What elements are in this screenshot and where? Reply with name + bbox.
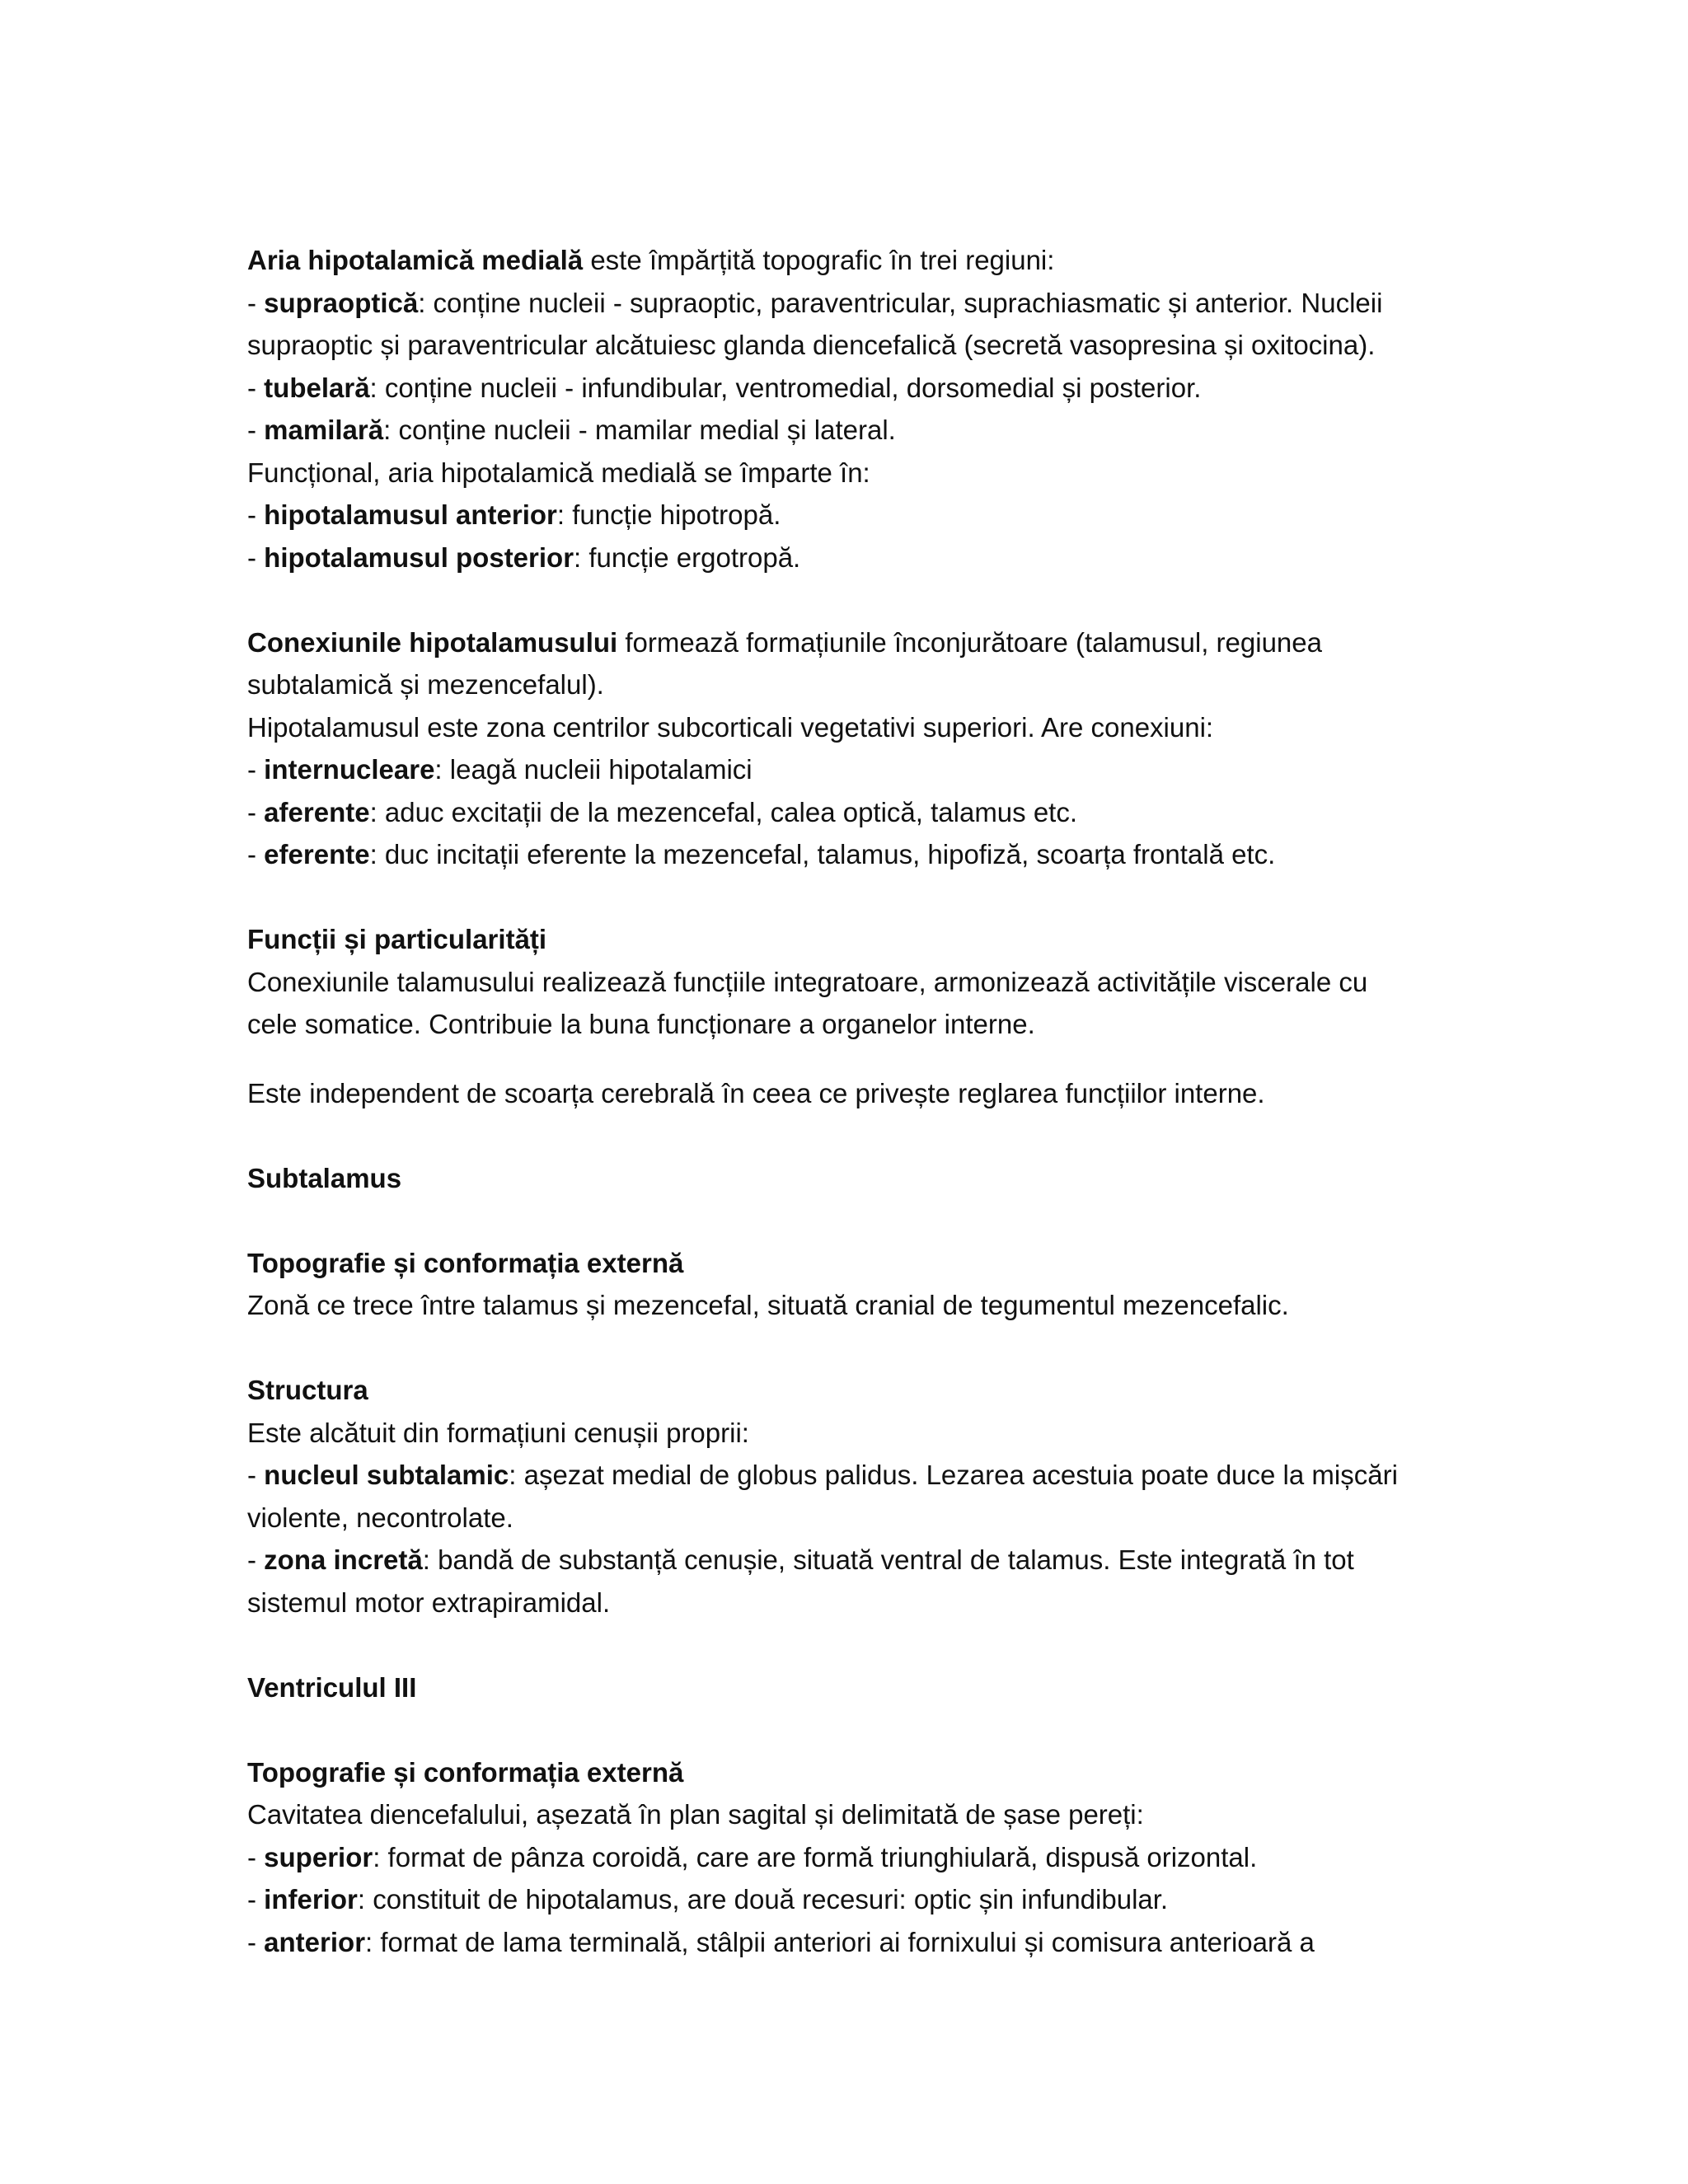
text-line bbox=[247, 1539, 1434, 1582]
text-segment: : constituit de hipotalamus, are două recesuri: optic șin infundibular. bbox=[357, 1884, 1169, 1915]
text-line bbox=[247, 1003, 1434, 1046]
bold-term: Funcții și particularități bbox=[247, 924, 547, 954]
paragraph-spacer bbox=[247, 876, 1434, 919]
paragraph-spacer bbox=[247, 1199, 1434, 1242]
bold-term: Structura bbox=[247, 1375, 368, 1405]
bold-term: tubelară bbox=[264, 372, 370, 403]
text-line bbox=[247, 1793, 1434, 1836]
text-segment: Conexiunile talamusului realizează funcțiile integratoare, armonizează activitățile viscerale cu bbox=[247, 966, 1368, 997]
paragraph-spacer bbox=[247, 1708, 1434, 1751]
text-line bbox=[247, 1242, 1434, 1285]
text-line bbox=[247, 537, 1434, 579]
text-line bbox=[247, 833, 1434, 876]
text-line bbox=[247, 1751, 1434, 1794]
bold-term: hipotalamusul anterior bbox=[264, 499, 557, 530]
bold-term: zona incretă bbox=[264, 1544, 423, 1575]
text-line bbox=[247, 1878, 1434, 1921]
text-segment: - bbox=[247, 499, 265, 530]
bold-term: supraoptică bbox=[264, 287, 419, 318]
paragraph-spacer bbox=[247, 1327, 1434, 1370]
text-segment: - bbox=[247, 372, 265, 403]
text-segment: : așezat medial de globus palidus. Lezarea acestuia poate duce la mișcări bbox=[509, 1460, 1398, 1490]
text-segment: Cavitatea diencefalului, așezată în plan sagital și delimitată de șase pereți: bbox=[247, 1799, 1144, 1830]
text-segment: : aduc excitații de la mezencefal, calea optică, talamus etc. bbox=[369, 796, 1078, 827]
text-segment: : duc incitații eferente la mezencefal, talamus, hipofiză, scoarța frontală etc. bbox=[369, 839, 1276, 869]
text-segment: : format de lama terminală, stâlpii anteriori ai fornixului și comisura anterioară a bbox=[365, 1926, 1315, 1957]
bold-term: Topografie și conformația externă bbox=[247, 1247, 684, 1278]
paragraph-spacer bbox=[247, 579, 1434, 621]
text-line bbox=[247, 239, 1434, 282]
text-segment: Funcțional, aria hipotalamică medială se împarte în: bbox=[247, 457, 870, 488]
text-segment: cele somatice. Contribuie la buna funcționare a organelor interne. bbox=[247, 1009, 1035, 1039]
text-line bbox=[247, 494, 1434, 537]
document-page bbox=[247, 239, 1434, 1963]
text-line bbox=[247, 791, 1434, 834]
text-line bbox=[247, 748, 1434, 791]
paragraph-spacer bbox=[247, 1624, 1434, 1666]
text-segment: - bbox=[247, 1841, 265, 1872]
text-line bbox=[247, 1582, 1434, 1624]
bold-term: eferente bbox=[264, 839, 370, 869]
text-segment: : bandă de substanță cenușie, situată ventral de talamus. Este integrată în tot bbox=[422, 1544, 1354, 1575]
text-line bbox=[247, 1284, 1434, 1327]
text-segment: - bbox=[247, 754, 265, 785]
bold-term: Ventriculul III bbox=[247, 1671, 417, 1703]
bold-term: Conexiunile hipotalamusului bbox=[247, 626, 618, 658]
text-line bbox=[247, 282, 1434, 325]
bold-term: anterior bbox=[264, 1926, 366, 1957]
text-line bbox=[247, 918, 1434, 961]
text-segment: - bbox=[247, 1926, 265, 1957]
text-segment: sistemul motor extrapiramidal. bbox=[247, 1586, 611, 1618]
text-segment: - bbox=[247, 287, 265, 318]
text-line bbox=[247, 1412, 1434, 1455]
text-line bbox=[247, 1369, 1434, 1412]
text-segment: - bbox=[247, 541, 265, 573]
bold-term: inferior bbox=[264, 1884, 358, 1915]
text-line bbox=[247, 1157, 1434, 1200]
text-segment: Este independent de scoarța cerebrală în ceea ce privește reglarea funcțiilor interne. bbox=[247, 1077, 1265, 1108]
text-segment: : format de pânza coroidă, care are formă triunghiulară, dispusă orizontal. bbox=[373, 1841, 1258, 1872]
bold-term: Aria hipotalamică medială bbox=[247, 245, 584, 275]
text-line bbox=[247, 324, 1434, 367]
bold-term: Subtalamus bbox=[247, 1162, 402, 1193]
bold-term: superior bbox=[264, 1841, 373, 1872]
text-line bbox=[247, 367, 1434, 410]
text-segment: este împărțită topografic în trei regiuni: bbox=[583, 245, 1055, 275]
text-line bbox=[247, 961, 1434, 1004]
paragraph-spacer bbox=[247, 1114, 1434, 1157]
text-segment: : conține nucleii - supraoptic, paraventricular, suprachiasmatic și anterior. Nucleii bbox=[418, 287, 1383, 318]
bold-term: nucleul subtalamic bbox=[264, 1460, 509, 1490]
text-line bbox=[247, 663, 1434, 706]
text-line bbox=[247, 1921, 1434, 1964]
text-segment: - bbox=[247, 839, 265, 869]
paragraph-spacer bbox=[247, 1046, 1434, 1072]
bold-term: aferente bbox=[264, 796, 370, 827]
text-segment: Zonă ce trece între talamus și mezencefal, situată cranial de tegumentul mezencefalic. bbox=[247, 1290, 1289, 1320]
text-line bbox=[247, 452, 1434, 494]
bold-term: mamilară bbox=[264, 415, 384, 445]
bold-term: internucleare bbox=[264, 754, 435, 785]
text-segment: : funcție ergotropă. bbox=[574, 541, 801, 573]
bold-term: Topografie și conformația externă bbox=[247, 1756, 684, 1788]
text-line bbox=[247, 621, 1434, 664]
text-segment: violente, necontrolate. bbox=[247, 1502, 513, 1533]
text-line bbox=[247, 1072, 1434, 1115]
text-segment: : leagă nucleii hipotalamici bbox=[434, 754, 753, 785]
text-segment: - bbox=[247, 415, 265, 445]
text-segment: : conține nucleii - infundibular, ventromedial, dorsomedial și posterior. bbox=[369, 372, 1202, 403]
text-segment: : funcție hipotropă. bbox=[556, 499, 781, 530]
text-segment: subtalamică și mezencefalul). bbox=[247, 669, 604, 700]
text-segment: - bbox=[247, 796, 265, 827]
text-segment: - bbox=[247, 1884, 265, 1915]
text-segment: : conține nucleii - mamilar medial și lateral. bbox=[383, 415, 896, 445]
text-segment: Este alcătuit din formațiuni cenușii proprii: bbox=[247, 1417, 749, 1448]
text-line bbox=[247, 706, 1434, 749]
text-segment: - bbox=[247, 1460, 265, 1490]
text-line bbox=[247, 1666, 1434, 1709]
text-line bbox=[247, 409, 1434, 452]
text-segment: formează formațiunile înconjurătoare (talamusul, regiunea bbox=[617, 626, 1322, 658]
bold-term: hipotalamusul posterior bbox=[264, 541, 574, 573]
text-segment: Hipotalamusul este zona centrilor subcorticali vegetativi superiori. Are conexiuni: bbox=[247, 711, 1214, 743]
text-line bbox=[247, 1836, 1434, 1879]
text-line bbox=[247, 1497, 1434, 1540]
text-line bbox=[247, 1454, 1434, 1497]
text-segment: supraoptic și paraventricular alcătuiesc glanda diencefalică (secretă vasopresina și oxitocina). bbox=[247, 330, 1376, 360]
text-segment: - bbox=[247, 1544, 265, 1575]
